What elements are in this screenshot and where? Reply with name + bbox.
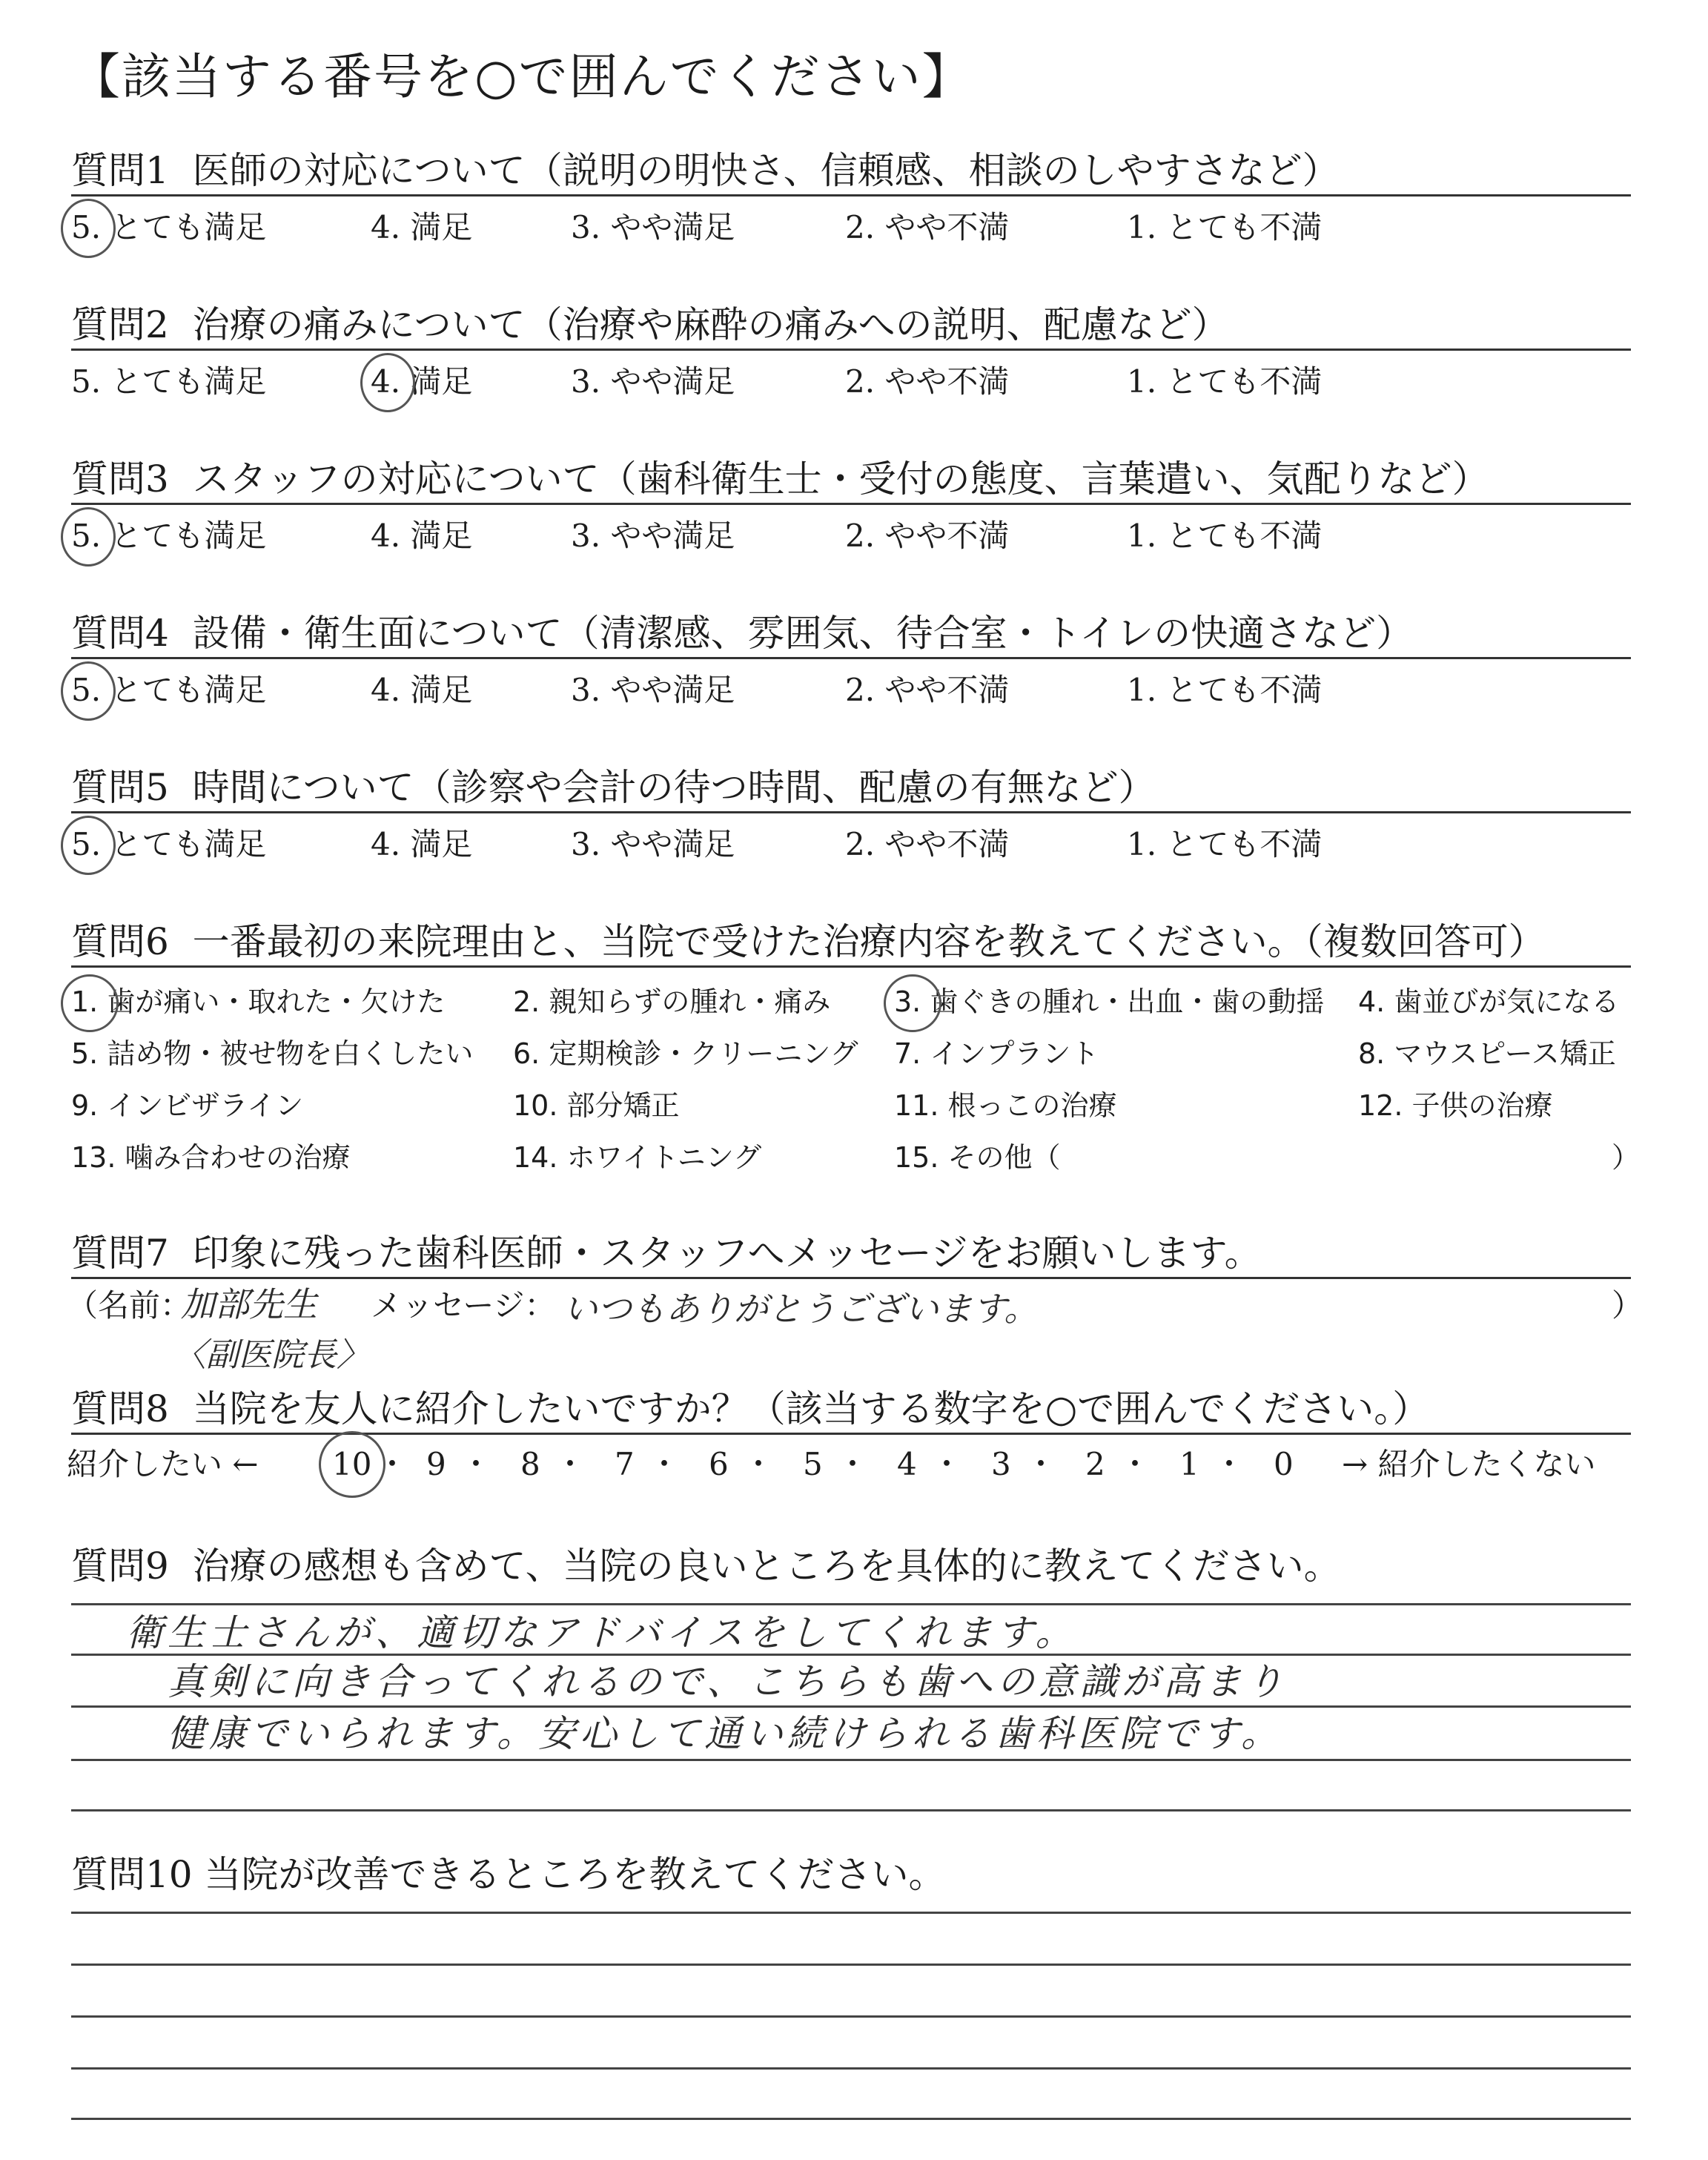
q8-scale-value[interactable]: 7 <box>615 1446 635 1482</box>
q8-scale-value[interactable]: 9 <box>426 1446 446 1482</box>
q6-option[interactable]: 11. 根っこの治療 <box>894 1089 1117 1122</box>
q6-option[interactable]: 12. 子供の治療 <box>1358 1089 1553 1122</box>
q8-scale-value[interactable]: 4 <box>897 1446 917 1482</box>
q6-option[interactable]: 6. 定期検診・クリーニング <box>513 1037 858 1070</box>
rating-option[interactable]: 2. やや不満 <box>845 672 1010 708</box>
q7-name-label: （名前： <box>67 1287 192 1324</box>
q8-left-label: 紹介したい ← <box>67 1446 259 1482</box>
question-1 <box>71 147 1631 251</box>
scale-separator-dot: ・ <box>1025 1446 1057 1482</box>
rating-option[interactable]: 5. とても満足 <box>71 672 267 708</box>
rating-option[interactable]: 1. とても不満 <box>1127 826 1323 862</box>
q7-close-paren: ） <box>1612 1287 1644 1324</box>
selection-circle <box>360 353 415 412</box>
question-title: 質問9 治療の感想も含めて、当院の良いところを具体的に教えてください。 <box>71 1545 1341 1588</box>
q8-scale-value[interactable]: 1 <box>1179 1446 1199 1482</box>
q6-option[interactable]: 14. ホワイトニング <box>513 1141 762 1174</box>
answer-line <box>71 2015 1631 2018</box>
question-rule <box>71 1277 1631 1279</box>
q6-option[interactable]: 10. 部分矯正 <box>513 1089 680 1122</box>
answer-line <box>71 2118 1631 2120</box>
rating-option[interactable]: 4. 満足 <box>371 209 473 245</box>
rating-option[interactable]: 1. とても不満 <box>1127 209 1323 245</box>
q9-handwritten-line-2: 真剣に向き合ってくれるので、こちらも歯への意識が高まり <box>168 1660 1288 1703</box>
rating-option[interactable]: 1. とても不満 <box>1127 672 1323 708</box>
scale-separator-dot: ・ <box>743 1446 775 1482</box>
q6-option[interactable]: 4. 歯並びが気になる <box>1358 985 1620 1018</box>
question-8 <box>71 1385 1631 1444</box>
question-rule <box>71 349 1631 351</box>
question-title: 質問5 時間について（診察や会計の待つ時間、配慮の有無など） <box>71 766 1156 809</box>
rating-option[interactable]: 4. 満足 <box>371 672 473 708</box>
scale-separator-dot: ・ <box>837 1446 869 1482</box>
question-title: 質問4 設備・衛生面について（清潔感、雰囲気、待合室・トイレの快適さなど） <box>71 612 1414 655</box>
question-title: 質問7 印象に残った歯科医師・スタッフへメッセージをお願いします。 <box>71 1232 1262 1275</box>
question-title: 質問6 一番最初の来院理由と、当院で受けた治療内容を教えてください。（複数回答可） <box>71 920 1546 963</box>
q8-scale-value[interactable]: 5 <box>803 1446 823 1482</box>
rating-option[interactable]: 1. とても不満 <box>1127 518 1323 554</box>
q8-scale-value[interactable]: 6 <box>709 1446 729 1482</box>
q7-handwritten-message: いつもありがとうございます。 <box>563 1289 1039 1329</box>
q6-option[interactable]: 8. マウスピース矯正 <box>1358 1037 1616 1070</box>
q6-other-close: ） <box>1612 1141 1641 1174</box>
selection-circle <box>61 816 116 875</box>
selection-circle <box>61 974 119 1032</box>
question-rule <box>71 811 1631 813</box>
answer-line <box>71 1705 1631 1708</box>
q6-option[interactable]: 7. インプラント <box>894 1037 1099 1070</box>
answer-line <box>71 1603 1631 1605</box>
q8-scale-value[interactable]: 0 <box>1274 1446 1294 1482</box>
rating-option[interactable]: 3. やや満足 <box>571 826 735 862</box>
q6-option[interactable]: 15. その他（ <box>894 1141 1061 1174</box>
question-rule <box>71 503 1631 505</box>
scale-separator-dot: ・ <box>377 1446 408 1482</box>
selection-circle <box>61 199 116 258</box>
rating-option[interactable]: 4. 満足 <box>371 518 473 554</box>
selection-circle <box>61 507 116 567</box>
q6-option[interactable]: 3. 歯ぐきの腫れ・出血・歯の動揺 <box>894 985 1325 1018</box>
q9-handwritten-line-1: 衛生士さんが、適切なアドバイスをしてくれます。 <box>126 1611 1077 1654</box>
q8-scale-value[interactable]: 3 <box>991 1446 1011 1482</box>
scale-separator-dot: ・ <box>1214 1446 1245 1482</box>
question-title: 質問1 医師の対応について（説明の明快さ、信頼感、相談のしやすさなど） <box>71 149 1340 192</box>
scale-separator-dot: ・ <box>1119 1446 1151 1482</box>
rating-option[interactable]: 4. 満足 <box>371 826 473 862</box>
scale-separator-dot: ・ <box>649 1446 681 1482</box>
rating-option[interactable]: 4. 満足 <box>371 363 473 400</box>
question-4 <box>71 610 1631 713</box>
q6-option[interactable]: 5. 詰め物・被せ物を白くしたい <box>71 1037 474 1070</box>
q9-handwritten-line-3: 健康でいられます。安心して通い続けられる歯科医院です。 <box>168 1712 1282 1755</box>
q6-option[interactable]: 9. インビザライン <box>71 1089 304 1122</box>
question-2 <box>71 301 1631 405</box>
q7-handwritten-name: 加部先生 <box>181 1284 317 1324</box>
q8-scale-value[interactable]: 10 <box>332 1446 372 1482</box>
question-rule <box>71 1433 1631 1435</box>
question-5 <box>71 764 1631 868</box>
answer-line <box>71 2067 1631 2070</box>
scale-separator-dot: ・ <box>931 1446 963 1482</box>
rating-option[interactable]: 2. やや不満 <box>845 209 1010 245</box>
q7-handwritten-title: 〈副医院長〉 <box>173 1336 369 1374</box>
q6-option[interactable]: 13. 噛み合わせの治療 <box>71 1141 351 1174</box>
selection-circle <box>884 974 941 1032</box>
selection-circle <box>61 661 116 721</box>
rating-option[interactable]: 5. とても満足 <box>71 518 267 554</box>
answer-line <box>71 1809 1631 1811</box>
scale-separator-dot: ・ <box>555 1446 586 1482</box>
question-7 <box>71 1229 1631 1289</box>
question-3 <box>71 455 1631 559</box>
rating-option[interactable]: 5. とても満足 <box>71 209 267 245</box>
q6-option[interactable]: 1. 歯が痛い・取れた・欠けた <box>71 985 446 1018</box>
answer-line <box>71 1964 1631 1966</box>
rating-option[interactable]: 3. やや満足 <box>571 672 735 708</box>
question-rule <box>71 965 1631 968</box>
rating-option[interactable]: 2. やや不満 <box>845 826 1010 862</box>
rating-option[interactable]: 3. やや満足 <box>571 209 735 245</box>
q8-right-label: → 紹介したくない <box>1342 1446 1596 1482</box>
question-10 <box>71 1851 1631 1910</box>
question-rule <box>71 657 1631 659</box>
question-title: 質問10 当院が改善できるところを教えてください。 <box>71 1853 946 1896</box>
rating-option[interactable]: 2. やや不満 <box>845 518 1010 554</box>
answer-line <box>71 1912 1631 1914</box>
rating-option[interactable]: 5. とても満足 <box>71 363 267 400</box>
rating-option[interactable]: 3. やや満足 <box>571 518 735 554</box>
q8-scale-value[interactable]: 2 <box>1085 1446 1105 1482</box>
rating-option[interactable]: 1. とても不満 <box>1127 363 1323 400</box>
selection-circle <box>319 1431 385 1498</box>
q6-option[interactable]: 2. 親知らずの腫れ・痛み <box>513 985 831 1018</box>
rating-option[interactable]: 2. やや不満 <box>845 363 1010 400</box>
question-rule <box>71 194 1631 196</box>
answer-line <box>71 1759 1631 1761</box>
question-title: 質問8 当院を友人に紹介したいですか？（該当する数字を○で囲んでください。） <box>71 1387 1430 1430</box>
question-9 <box>71 1542 1631 1602</box>
rating-option[interactable]: 3. やや満足 <box>571 363 735 400</box>
question-title: 質問3 スタッフの対応について（歯科衛生士・受付の態度、言葉遣い、気配りなど） <box>71 458 1489 501</box>
page-title: 【該当する番号を○で囲んでください】 <box>71 48 973 105</box>
rating-option[interactable]: 5. とても満足 <box>71 826 267 862</box>
question-title: 質問2 治療の痛みについて（治療や麻酔の痛みへの説明、配慮など） <box>71 303 1229 346</box>
q8-scale-value[interactable]: 8 <box>520 1446 540 1482</box>
scale-separator-dot: ・ <box>460 1446 492 1482</box>
q7-message-label: メッセージ： <box>371 1287 556 1324</box>
